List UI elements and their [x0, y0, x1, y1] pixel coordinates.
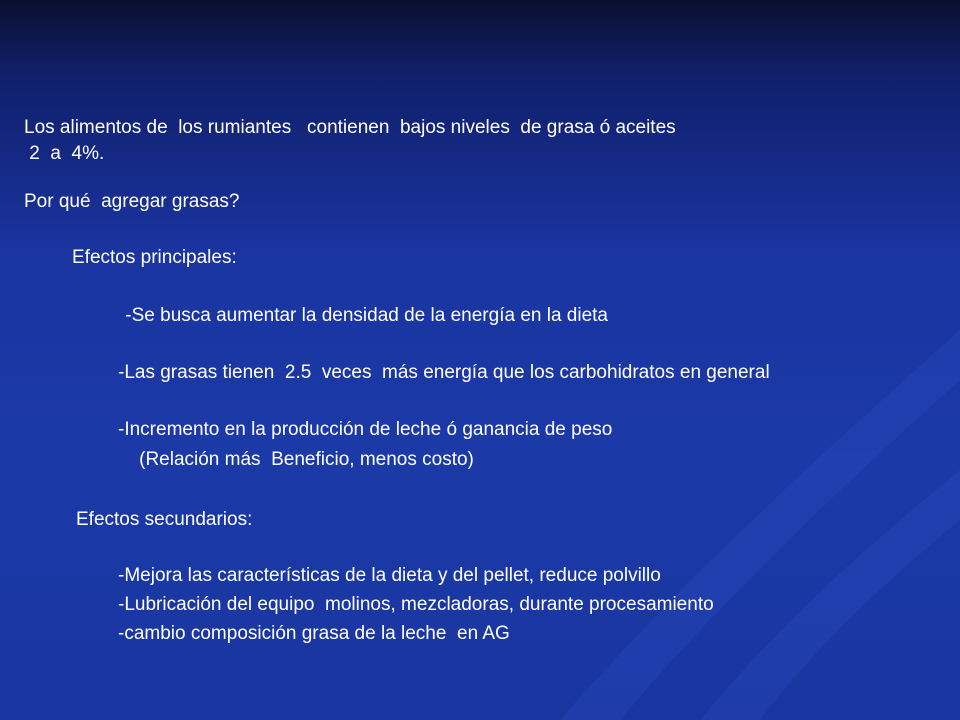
principal-heading: Efectos principales: [72, 247, 237, 268]
principal-item: -Incremento en la producción de leche ó ganancia de peso [118, 419, 613, 440]
secondary-item: -Lubricación del equipo molinos, mezcladoras, durante procesamiento [118, 594, 714, 615]
secondary-heading: Efectos secundarios: [76, 509, 253, 530]
principal-item: -Las grasas tienen 2.5 veces más energía que los carbohidratos en general [118, 362, 770, 383]
intro-line-2: 2 a 4%. [24, 143, 105, 164]
question-text: Por qué agregar grasas? [24, 191, 240, 212]
secondary-item: -Mejora las características de la dieta y del pellet, reduce polvillo [118, 565, 661, 586]
principal-item-note: (Relación más Beneficio, menos costo) [118, 449, 474, 470]
principal-item: -Se busca aumentar la densidad de la energía en la dieta [120, 305, 608, 326]
secondary-item: -cambio composición grasa de la leche en AG [118, 623, 510, 644]
intro-line-1: Los alimentos de los rumiantes contienen bajos niveles de grasa ó aceites [24, 117, 676, 138]
